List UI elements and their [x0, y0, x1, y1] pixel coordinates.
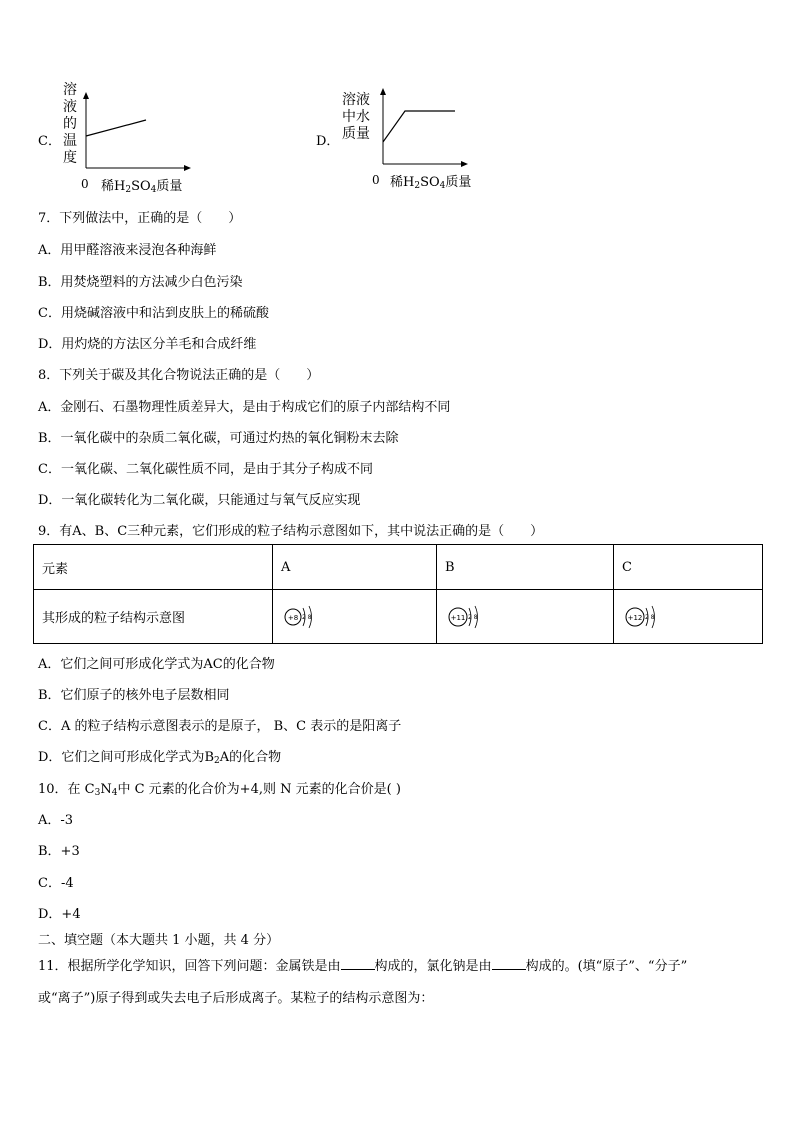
nucleus-charge: +12: [627, 613, 643, 622]
option-c-label: C．: [38, 134, 61, 149]
q10-option-d: D．+4: [38, 907, 81, 922]
shell-electrons: 2 8: [302, 613, 312, 621]
chart-c-plot: [80, 92, 192, 172]
atom-diagram-b: [445, 602, 489, 632]
chart-c-line: [86, 120, 146, 136]
chart-c-y-arrow: [83, 92, 89, 99]
nucleus-charge: +11: [450, 613, 466, 622]
q9-option-d: D．它们之间可形成化学式为$B_2A$的化合物: [38, 750, 282, 766]
q11-blank-1[interactable]: [341, 957, 375, 970]
shell-electrons: 2 8: [645, 613, 655, 621]
chart-d-ylabel-line: 溶液: [342, 92, 370, 108]
q10-option-b: B．+3: [38, 844, 80, 859]
chart-c-ylabel-char: 液: [63, 99, 77, 115]
table-header-cell: 元素: [34, 545, 273, 590]
table-row-label: 其形成的粒子结构示意图: [34, 590, 273, 644]
table-row: [34, 545, 763, 590]
chart-c-origin: 0: [81, 177, 89, 191]
q7-option-a: A．用甲醛溶液来浸泡各种海鲜: [38, 243, 217, 258]
q8-option-a: A．金刚石、石墨物理性质差异大，是由于构成它们的原子内部结构不同: [38, 400, 451, 415]
chart-d-y-arrow: [380, 88, 386, 95]
chart-c-ylabel-char: 温: [63, 133, 77, 149]
q8-option-b: B．一氧化碳中的杂质二氧化碳，可通过灼热的氧化铜粉末去除: [38, 431, 399, 446]
shell-electrons: 2 8: [468, 613, 478, 621]
chart-d-ylabel: [342, 92, 370, 143]
atom-diagram-cell-a: [273, 590, 437, 644]
atom-diagram-c: [622, 602, 666, 632]
atom-diagram-a: [281, 602, 321, 632]
chart-c-x-arrow: [184, 165, 191, 171]
q10-stem: 10．在 $C_3N_4$中 C 元素的化合价为+4,则 N 元素的化合价是( ): [38, 782, 401, 798]
table-header-cell: C: [614, 545, 763, 590]
chart-d-origin: 0: [372, 173, 380, 187]
q7-option-c: C．用烧碱溶液中和沾到皮肤上的稀硫酸: [38, 306, 269, 321]
q8-option-d: D．一氧化碳转化为二氧化碳，只能通过与氧气反应实现: [38, 493, 361, 508]
q9-table: [33, 544, 763, 644]
q8-option-c: C．一氧化碳、二氧化碳性质不同，是由于其分子构成不同: [38, 462, 373, 477]
chart-d-ylabel-line: 质量: [342, 126, 370, 142]
option-d-label: D．: [316, 134, 340, 149]
q9-option-c: C．A 的粒子结构示意图表示的是原子， B、C 表示的是阳离子: [38, 719, 402, 734]
q11-line1: 11．根据所学化学知识，回答下列问题：金属铁是由 构成的，氯化钠是由 构成的。(填“原子”、“分子”: [38, 959, 688, 974]
chart-d-xlabel: 稀$H_2SO_4$质量: [390, 175, 472, 191]
atom-diagram-cell-c: [614, 590, 763, 644]
q11-blank-2[interactable]: [492, 957, 526, 970]
table-row: [34, 590, 763, 644]
table-header-cell: B: [437, 545, 614, 590]
chart-c-ylabel-char: 度: [63, 150, 77, 166]
q11-line2: 或“离子”)原子得到或失去电子后形成离子。某粒子的结构示意图为：: [38, 991, 434, 1006]
chart-d-plot: [377, 88, 469, 168]
chart-d-x-arrow: [461, 161, 468, 167]
q7-option-d: D．用灼烧的方法区分羊毛和合成纤维: [38, 337, 257, 352]
chart-c-ylabel-char: 溶: [63, 82, 77, 98]
q10-option-c: C．-4: [38, 876, 74, 891]
q9-stem: 9．有A、B、C三种元素，它们形成的粒子结构示意图如下，其中说法正确的是（ ）: [38, 524, 544, 539]
chart-c-ylabel: [63, 82, 77, 167]
section-heading: 二、填空题（本大题共 1 小题，共 4 分）: [38, 933, 280, 948]
q9-option-a: A．它们之间可形成化学式为AC的化合物: [38, 657, 275, 672]
nucleus-charge: +8: [287, 613, 299, 622]
atom-diagram-cell-b: [437, 590, 614, 644]
table-header-cell: A: [273, 545, 437, 590]
chart-d-ylabel-line: 中水: [342, 109, 370, 125]
chart-c-ylabel-char: 的: [63, 116, 77, 132]
q9-option-b: B．它们原子的核外电子层数相同: [38, 688, 230, 703]
chart-c-xlabel: 稀$H_2SO_4$质量: [101, 179, 183, 195]
q8-stem: 8．下列关于碳及其化合物说法正确的是（ ）: [38, 368, 320, 383]
chart-d-line: [383, 111, 455, 142]
q7-stem: 7．下列做法中，正确的是（ ）: [38, 211, 242, 226]
q7-option-b: B．用焚烧塑料的方法减少白色污染: [38, 275, 243, 290]
q10-option-a: A．-3: [38, 813, 74, 828]
